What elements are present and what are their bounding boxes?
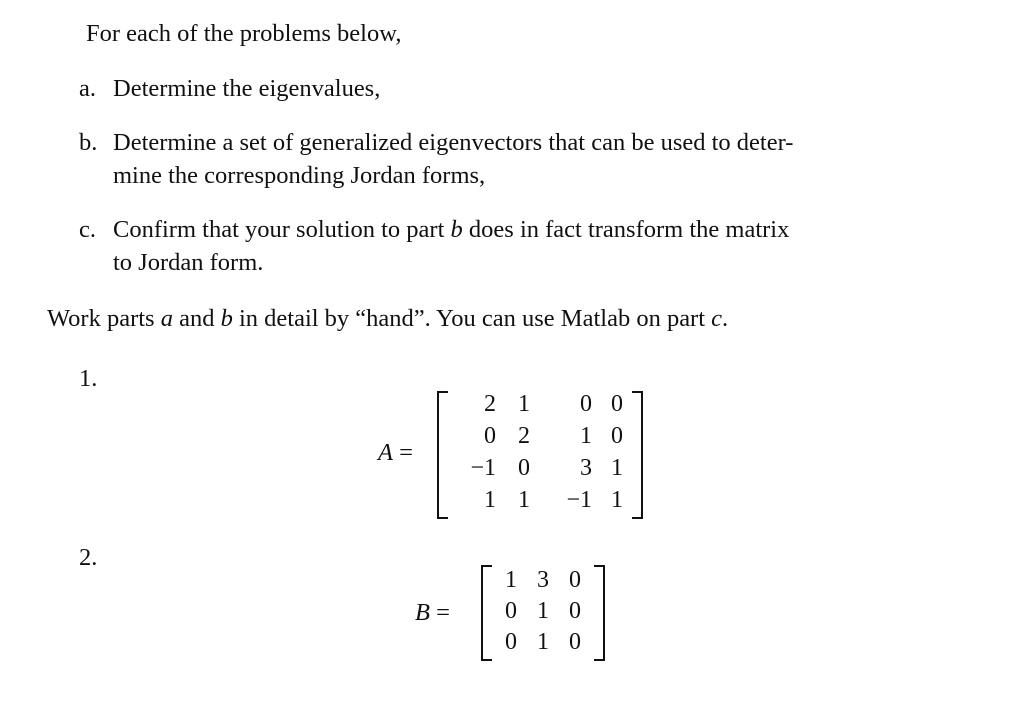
matrix-a-cell-r2-c4: 0 <box>611 423 623 449</box>
matrix-b-equals: = <box>436 599 450 626</box>
work-var-b: b <box>220 305 233 332</box>
matrix-a-cell-r2-c3: 1 <box>580 423 592 449</box>
problem-1-number: 1. <box>79 365 98 392</box>
matrix-b-cell-r1-c3: 0 <box>569 567 581 593</box>
problem-intro: For each of the problems below, <box>86 20 402 47</box>
item-b-text-line1: Determine a set of generalized eigenvectors that can be used to deter- <box>113 129 794 156</box>
matrix-a-cell-r3-c4: 1 <box>611 455 623 481</box>
matrix-a-cell-r1-c4: 0 <box>611 391 623 417</box>
matrix-a-cell-r4-c3: −1 <box>566 487 592 513</box>
matrix-b-cell-r3-c3: 0 <box>569 629 581 655</box>
matrix-a-cell-r2-c2: 2 <box>518 423 530 449</box>
matrix-a-cell-r1-c2: 1 <box>518 391 530 417</box>
matrix-b-name: B <box>415 599 430 626</box>
matrix-b-cell-r1-c2: 3 <box>537 567 549 593</box>
work-pre: Work parts <box>47 305 161 332</box>
item-a-text: Determine the eigenvalues, <box>113 75 381 102</box>
matrix-a-cell-r3-c1: −1 <box>470 455 496 481</box>
item-c-text-line1 <box>113 214 789 246</box>
matrix-b-cell-r1-c1: 1 <box>505 567 517 593</box>
matrix-a-cell-r3-c3: 3 <box>580 455 592 481</box>
item-c-text-pre: Confirm that your solution to part <box>113 216 451 243</box>
matrix-b-cell-r3-c1: 0 <box>505 629 517 655</box>
item-b-letter: b. <box>79 129 98 156</box>
matrix-a-cell-r1-c1: 2 <box>484 391 496 417</box>
item-c-letter: c. <box>79 216 96 243</box>
matrix-a-name: A <box>378 439 393 466</box>
item-c-var-b: b <box>450 216 463 243</box>
work-var-c: c <box>711 305 723 332</box>
item-a-letter: a. <box>79 75 96 102</box>
item-c-text-post: does in fact transform the matrix <box>462 216 790 243</box>
matrix-b-lhs <box>415 598 450 628</box>
matrix-a-left-bracket <box>437 391 448 519</box>
matrix-a-cell-r2-c1: 0 <box>484 423 496 449</box>
work-mid1: and <box>172 305 221 332</box>
matrix-b-right-bracket <box>594 565 605 661</box>
matrix-a-equals: = <box>399 439 413 466</box>
matrix-a-cell-r4-c2: 1 <box>518 487 530 513</box>
work-mid2: in detail by “hand”. You can use Matlab on part <box>232 305 712 332</box>
matrix-b-cell-r3-c2: 1 <box>537 629 549 655</box>
matrix-a-cell-r4-c4: 1 <box>611 487 623 513</box>
matrix-a-cell-r1-c3: 0 <box>580 391 592 417</box>
matrix-a-right-bracket <box>632 391 643 519</box>
matrix-b-cell-r2-c1: 0 <box>505 598 517 624</box>
item-b-text-line2: mine the corresponding Jordan forms, <box>113 162 486 189</box>
matrix-a-cell-r3-c2: 0 <box>518 455 530 481</box>
matrix-a-cell-r4-c1: 1 <box>484 487 496 513</box>
work-instructions <box>47 303 728 335</box>
matrix-b-cell-r2-c3: 0 <box>569 598 581 624</box>
matrix-a-lhs <box>378 438 413 468</box>
matrix-b-cell-r2-c2: 1 <box>537 598 549 624</box>
item-c-text-line2: to Jordan form. <box>113 249 264 276</box>
problem-2-number: 2. <box>79 544 98 571</box>
work-end: . <box>722 305 729 332</box>
work-var-a: a <box>160 305 173 332</box>
